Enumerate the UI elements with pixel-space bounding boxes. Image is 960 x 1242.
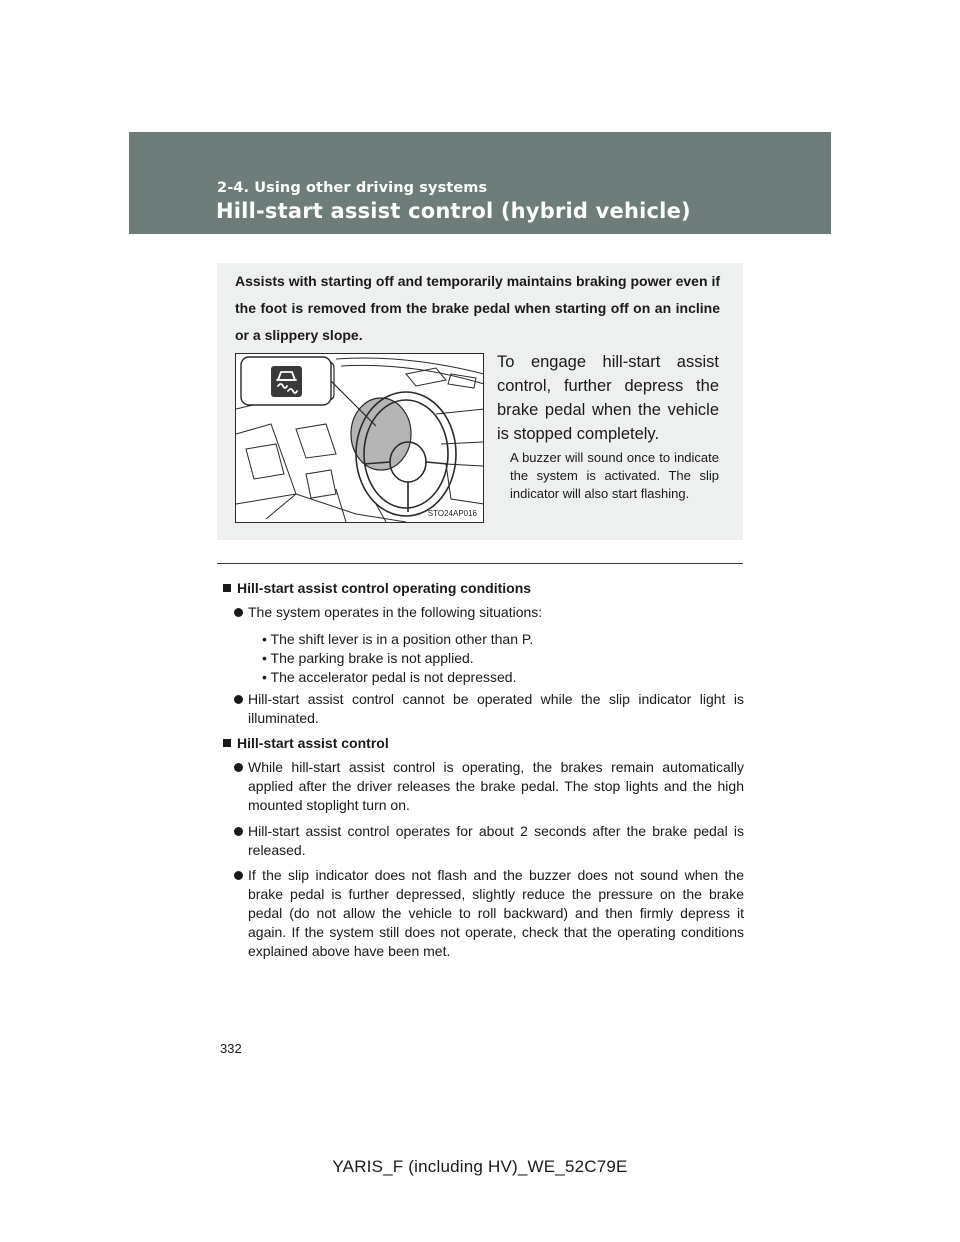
dashboard-illustration [235,353,484,523]
bullet-dot-icon [234,827,243,836]
intro-summary: Assists with starting off and temporarily maintains braking power even if the foot is removed from the brake pedal when starting off on an incline or a slippery slope. [235,273,720,343]
page-number: 332 [220,1041,242,1056]
bullet-dot-icon [234,608,243,617]
sub-item: • The accelerator pedal is not depressed. [262,669,517,685]
list-item: Hill-start assist control cannot be operated while the slip indicator light is illuminated. [248,690,744,728]
list-item: If the slip indicator does not flash and the buzzer does not sound when the brake pedal is further depressed, slightly reduce the pressure on the brake pedal (do not allow the vehicle to roll backward) and then firmly depress it again. If the system still does not operate, check that the operating conditions explained above have been met. [248,866,744,961]
square-bullet-icon [223,739,231,747]
bullet-dot-icon [234,695,243,704]
bullet-dot-icon [234,871,243,880]
figure-code: STO24AP016 [427,509,477,518]
divider [217,563,743,564]
footer-code: YARIS_F (including HV)_WE_52C79E [332,1157,628,1176]
instruction-text: To engage hill-start assist control, further depress the brake pedal when the vehicle is stopped completely. [497,353,719,443]
dashboard-drawing [236,354,484,523]
square-bullet-icon [223,584,231,592]
note-text: A buzzer will sound once to indicate the system is activated. The slip indicator will also start flashing. [510,450,719,501]
section-heading: Hill-start assist control [223,734,389,753]
sub-item: • The shift lever is in a position other than P. [262,631,534,647]
section-label: 2-4. Using other driving systems [217,180,488,196]
sub-item: • The parking brake is not applied. [262,650,474,666]
bullet-dot-icon [234,763,243,772]
section-heading: Hill-start assist control operating conditions [223,579,531,598]
list-item: Hill-start assist control operates for about 2 seconds after the brake pedal is released. [248,822,744,860]
list-item: While hill-start assist control is operating, the brakes remain automatically applied after the driver releases the brake pedal. The stop lights and the high mounted stoplight turn on. [248,758,744,815]
list-item: The system operates in the following situations: [248,603,744,622]
page-title: Hill-start assist control (hybrid vehicle) [216,199,691,223]
